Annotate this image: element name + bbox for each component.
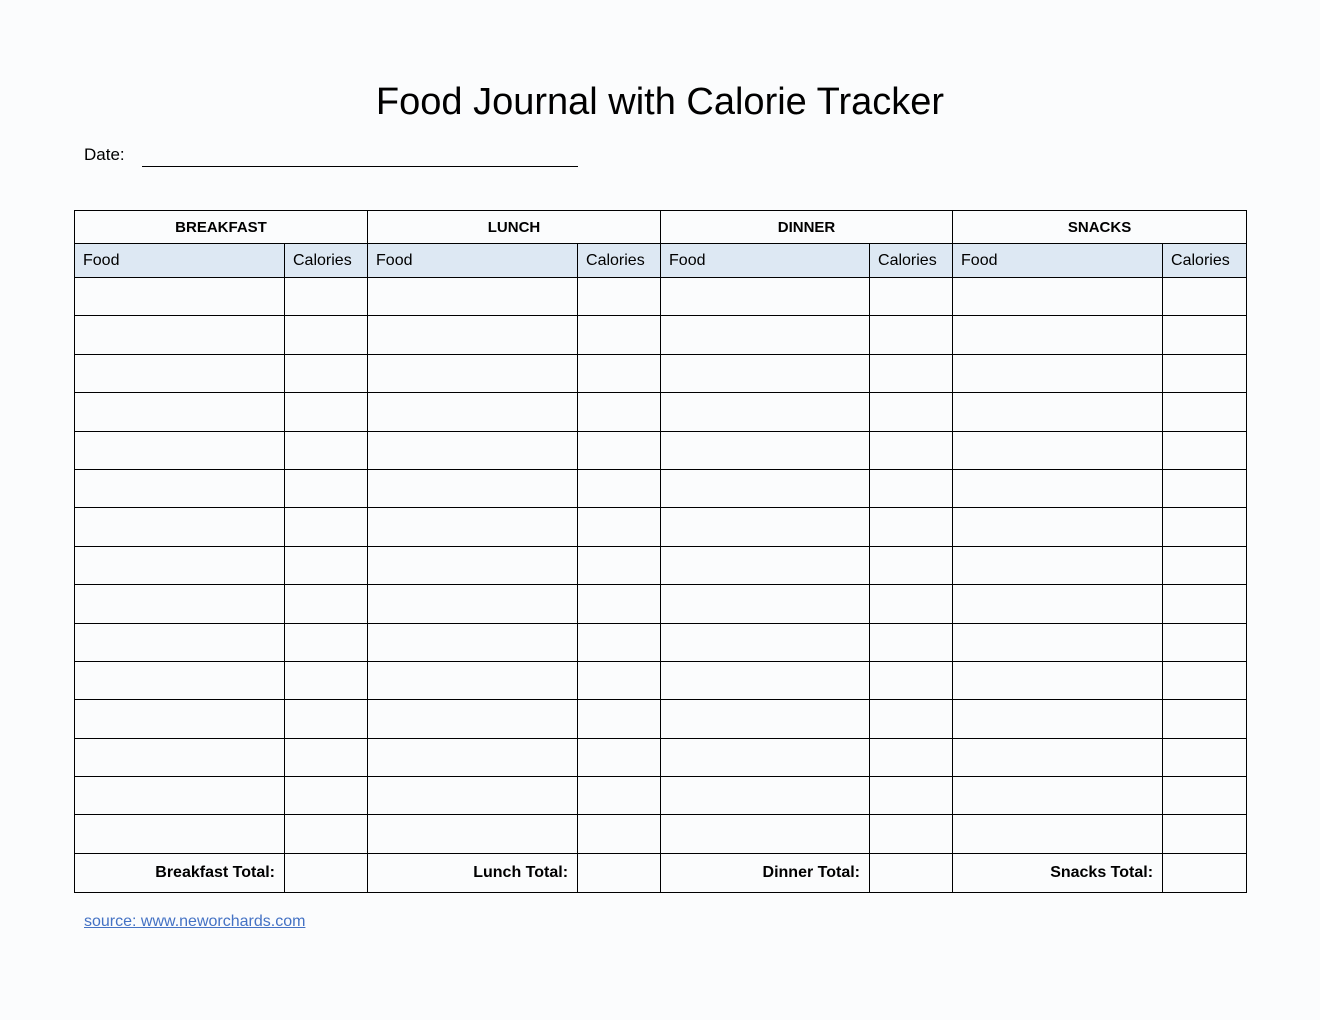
dinner-total-label: Dinner Total: <box>661 853 870 892</box>
table-row <box>75 546 1247 584</box>
snacks-calories-cell[interactable] <box>1163 469 1247 507</box>
table-row <box>75 777 1247 815</box>
table-row <box>75 661 1247 699</box>
breakfast-calories-cell[interactable] <box>285 546 368 584</box>
snacks-calories-cell[interactable] <box>1163 546 1247 584</box>
calories-column-header: Calories <box>870 244 953 278</box>
snacks-food-cell[interactable] <box>953 661 1163 699</box>
breakfast-food-cell[interactable] <box>75 546 285 584</box>
lunch-calories-cell[interactable] <box>578 431 661 469</box>
snacks-food-cell[interactable] <box>953 431 1163 469</box>
lunch-food-cell[interactable] <box>368 623 578 661</box>
table-row <box>75 585 1247 623</box>
dinner-food-cell[interactable] <box>661 469 870 507</box>
food-column-header: Food <box>75 244 285 278</box>
snacks-food-cell[interactable] <box>953 585 1163 623</box>
date-field[interactable] <box>142 166 578 167</box>
lunch-food-cell[interactable] <box>368 469 578 507</box>
lunch-calories-cell[interactable] <box>578 738 661 776</box>
breakfast-calories-cell[interactable] <box>285 585 368 623</box>
snacks-calories-cell[interactable] <box>1163 585 1247 623</box>
dinner-food-cell[interactable] <box>661 393 870 431</box>
calories-column-header: Calories <box>285 244 368 278</box>
dinner-calories-cell[interactable] <box>870 623 953 661</box>
calories-column-header: Calories <box>578 244 661 278</box>
breakfast-calories-cell[interactable] <box>285 469 368 507</box>
dinner-food-cell[interactable] <box>661 585 870 623</box>
snacks-calories-cell[interactable] <box>1163 393 1247 431</box>
lunch-calories-cell[interactable] <box>578 815 661 853</box>
meal-header-dinner: DINNER <box>661 211 953 244</box>
snacks-calories-cell[interactable] <box>1163 700 1247 738</box>
dinner-food-cell[interactable] <box>661 316 870 354</box>
lunch-food-cell[interactable] <box>368 546 578 584</box>
meal-header-row <box>75 211 1247 244</box>
table-row <box>75 393 1247 431</box>
lunch-food-cell[interactable] <box>368 431 578 469</box>
dinner-calories-cell[interactable] <box>870 777 953 815</box>
snacks-calories-cell[interactable] <box>1163 278 1247 316</box>
snacks-food-cell[interactable] <box>953 700 1163 738</box>
lunch-calories-cell[interactable] <box>578 700 661 738</box>
date-label: Date: <box>84 145 125 164</box>
dinner-calories-cell[interactable] <box>870 815 953 853</box>
dinner-calories-cell[interactable] <box>870 700 953 738</box>
breakfast-calories-cell[interactable] <box>285 393 368 431</box>
breakfast-calories-cell[interactable] <box>285 777 368 815</box>
food-column-header: Food <box>661 244 870 278</box>
snacks-calories-cell[interactable] <box>1163 508 1247 546</box>
lunch-calories-cell[interactable] <box>578 393 661 431</box>
table-row <box>75 738 1247 776</box>
snacks-food-cell[interactable] <box>953 623 1163 661</box>
table-row <box>75 354 1247 392</box>
food-column-header: Food <box>953 244 1163 278</box>
lunch-food-cell[interactable] <box>368 278 578 316</box>
breakfast-food-cell[interactable] <box>75 777 285 815</box>
snacks-food-cell[interactable] <box>953 508 1163 546</box>
breakfast-food-cell[interactable] <box>75 469 285 507</box>
lunch-food-cell[interactable] <box>368 777 578 815</box>
lunch-food-cell[interactable] <box>368 815 578 853</box>
dinner-total-cell[interactable] <box>870 853 953 892</box>
lunch-calories-cell[interactable] <box>578 585 661 623</box>
snacks-calories-cell[interactable] <box>1163 738 1247 776</box>
snacks-food-cell[interactable] <box>953 316 1163 354</box>
dinner-calories-cell[interactable] <box>870 585 953 623</box>
table-row <box>75 316 1247 354</box>
lunch-calories-cell[interactable] <box>578 623 661 661</box>
table-row <box>75 278 1247 316</box>
lunch-food-cell[interactable] <box>368 354 578 392</box>
breakfast-food-cell[interactable] <box>75 815 285 853</box>
breakfast-food-cell[interactable] <box>75 316 285 354</box>
column-header-row <box>75 244 1247 278</box>
food-journal-table <box>74 210 1247 893</box>
calories-column-header: Calories <box>1163 244 1247 278</box>
dinner-food-cell[interactable] <box>661 354 870 392</box>
lunch-calories-cell[interactable] <box>578 661 661 699</box>
source-link[interactable]: source: www.neworchards.com <box>84 913 306 930</box>
meal-header-breakfast: BREAKFAST <box>75 211 368 244</box>
lunch-food-cell[interactable] <box>368 508 578 546</box>
lunch-calories-cell[interactable] <box>578 508 661 546</box>
dinner-calories-cell[interactable] <box>870 393 953 431</box>
dinner-food-cell[interactable] <box>661 431 870 469</box>
lunch-food-cell[interactable] <box>368 700 578 738</box>
dinner-food-cell[interactable] <box>661 777 870 815</box>
snacks-food-cell[interactable] <box>953 815 1163 853</box>
breakfast-food-cell[interactable] <box>75 508 285 546</box>
table-row <box>75 431 1247 469</box>
lunch-calories-cell[interactable] <box>578 546 661 584</box>
snacks-calories-cell[interactable] <box>1163 431 1247 469</box>
dinner-calories-cell[interactable] <box>870 508 953 546</box>
snacks-total-label: Snacks Total: <box>953 853 1163 892</box>
breakfast-calories-cell[interactable] <box>285 700 368 738</box>
dinner-food-cell[interactable] <box>661 815 870 853</box>
dinner-calories-cell[interactable] <box>870 354 953 392</box>
breakfast-food-cell[interactable] <box>75 700 285 738</box>
snacks-calories-cell[interactable] <box>1163 354 1247 392</box>
snacks-calories-cell[interactable] <box>1163 623 1247 661</box>
snacks-calories-cell[interactable] <box>1163 815 1247 853</box>
breakfast-food-cell[interactable] <box>75 278 285 316</box>
breakfast-calories-cell[interactable] <box>285 316 368 354</box>
dinner-food-cell[interactable] <box>661 278 870 316</box>
dinner-calories-cell[interactable] <box>870 738 953 776</box>
snacks-calories-cell[interactable] <box>1163 777 1247 815</box>
table-row <box>75 508 1247 546</box>
table-row <box>75 815 1247 853</box>
snacks-food-cell[interactable] <box>953 278 1163 316</box>
dinner-food-cell[interactable] <box>661 546 870 584</box>
page-title: Food Journal with Calorie Tracker <box>375 81 945 123</box>
meal-header-lunch: LUNCH <box>368 211 661 244</box>
breakfast-calories-cell[interactable] <box>285 815 368 853</box>
dinner-calories-cell[interactable] <box>870 316 953 354</box>
lunch-total-label: Lunch Total: <box>368 853 578 892</box>
dinner-calories-cell[interactable] <box>870 431 953 469</box>
dinner-food-cell[interactable] <box>661 623 870 661</box>
lunch-food-cell[interactable] <box>368 316 578 354</box>
snacks-food-cell[interactable] <box>953 777 1163 815</box>
dinner-calories-cell[interactable] <box>870 469 953 507</box>
breakfast-calories-cell[interactable] <box>285 623 368 661</box>
breakfast-total-cell[interactable] <box>285 853 368 892</box>
dinner-food-cell[interactable] <box>661 508 870 546</box>
dinner-food-cell[interactable] <box>661 700 870 738</box>
snacks-total-cell[interactable] <box>1163 853 1247 892</box>
snacks-food-cell[interactable] <box>953 469 1163 507</box>
lunch-food-cell[interactable] <box>368 393 578 431</box>
breakfast-calories-cell[interactable] <box>285 354 368 392</box>
lunch-calories-cell[interactable] <box>578 278 661 316</box>
breakfast-food-cell[interactable] <box>75 738 285 776</box>
dinner-food-cell[interactable] <box>661 738 870 776</box>
snacks-food-cell[interactable] <box>953 354 1163 392</box>
breakfast-total-label: Breakfast Total: <box>75 853 285 892</box>
breakfast-food-cell[interactable] <box>75 431 285 469</box>
lunch-calories-cell[interactable] <box>578 316 661 354</box>
lunch-food-cell[interactable] <box>368 738 578 776</box>
table-row <box>75 623 1247 661</box>
lunch-calories-cell[interactable] <box>578 469 661 507</box>
snacks-food-cell[interactable] <box>953 393 1163 431</box>
snacks-food-cell[interactable] <box>953 546 1163 584</box>
breakfast-food-cell[interactable] <box>75 585 285 623</box>
lunch-food-cell[interactable] <box>368 661 578 699</box>
table-row <box>75 469 1247 507</box>
breakfast-calories-cell[interactable] <box>285 508 368 546</box>
table-row <box>75 700 1247 738</box>
lunch-calories-cell[interactable] <box>578 777 661 815</box>
breakfast-calories-cell[interactable] <box>285 738 368 776</box>
totals-row <box>75 853 1247 892</box>
breakfast-food-cell[interactable] <box>75 661 285 699</box>
breakfast-food-cell[interactable] <box>75 354 285 392</box>
breakfast-calories-cell[interactable] <box>285 661 368 699</box>
dinner-calories-cell[interactable] <box>870 278 953 316</box>
lunch-calories-cell[interactable] <box>578 354 661 392</box>
dinner-calories-cell[interactable] <box>870 661 953 699</box>
dinner-calories-cell[interactable] <box>870 546 953 584</box>
food-column-header: Food <box>368 244 578 278</box>
snacks-calories-cell[interactable] <box>1163 661 1247 699</box>
lunch-food-cell[interactable] <box>368 585 578 623</box>
breakfast-food-cell[interactable] <box>75 393 285 431</box>
meal-header-snacks: SNACKS <box>953 211 1247 244</box>
breakfast-food-cell[interactable] <box>75 623 285 661</box>
dinner-food-cell[interactable] <box>661 661 870 699</box>
snacks-calories-cell[interactable] <box>1163 316 1247 354</box>
breakfast-calories-cell[interactable] <box>285 278 368 316</box>
breakfast-calories-cell[interactable] <box>285 431 368 469</box>
lunch-total-cell[interactable] <box>578 853 661 892</box>
snacks-food-cell[interactable] <box>953 738 1163 776</box>
